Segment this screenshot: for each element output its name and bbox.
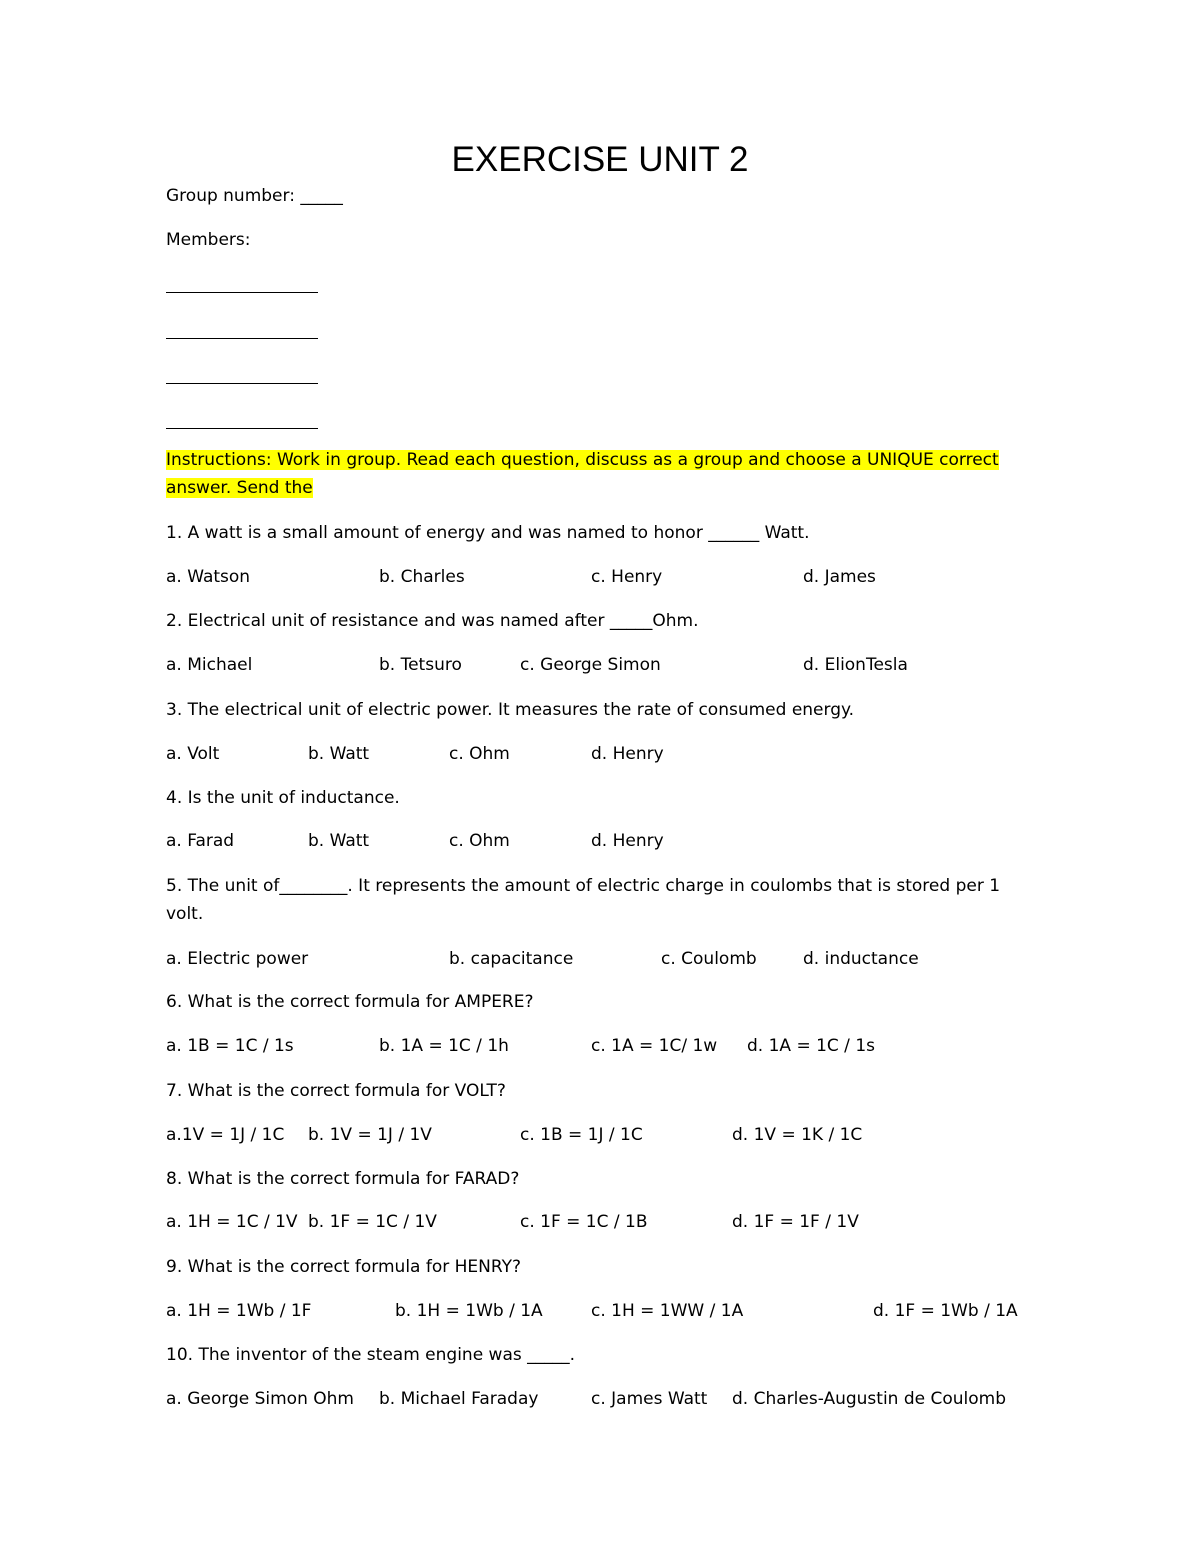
option-7b: b. 1V = 1J / 1V <box>308 1125 432 1145</box>
option-7c: c. 1B = 1J / 1C <box>520 1125 643 1145</box>
option-4b: b. Watt <box>308 831 370 851</box>
option-2b: b. Tetsuro <box>379 655 462 675</box>
question-9: 9. What is the correct formula for HENRY? <box>166 1257 522 1277</box>
option-6c: c. 1A = 1C/ 1w <box>591 1036 718 1056</box>
option-8d: d. 1F = 1F / 1V <box>732 1212 859 1232</box>
option-6a: a. 1B = 1C / 1s <box>166 1036 294 1056</box>
option-4d: d. Henry <box>591 831 664 851</box>
option-7a: a.1V = 1J / 1C <box>166 1125 285 1145</box>
option-9c: c. 1H = 1WW / 1A <box>591 1301 744 1321</box>
option-10a: a. George Simon Ohm <box>166 1389 354 1409</box>
question-3: 3. The electrical unit of electric power. It measures the rate of consumed energy. <box>166 700 855 720</box>
option-5a: a. Electric power <box>166 949 309 969</box>
option-3a: a. Volt <box>166 744 220 764</box>
option-4c: c. Ohm <box>449 831 510 851</box>
group-number-field: Group number: _____ <box>166 186 343 206</box>
question-6: 6. What is the correct formula for AMPERE? <box>166 992 534 1012</box>
option-3d: d. Henry <box>591 744 664 764</box>
member-line <box>166 338 318 339</box>
option-9d: d. 1F = 1Wb / 1A <box>873 1301 1018 1321</box>
page-title: EXERCISE UNIT 2 <box>451 140 749 179</box>
question-2: 2. Electrical unit of resistance and was named after _____Ohm. <box>166 611 699 631</box>
instructions-line-2: answer. Send the <box>166 478 313 498</box>
question-8: 8. What is the correct formula for FARAD? <box>166 1169 520 1189</box>
option-1d: d. James <box>803 567 876 587</box>
member-line <box>166 383 318 384</box>
instructions-line-1: Instructions: Work in group. Read each question, discuss as a group and choose a UNIQUE correct <box>166 450 999 470</box>
option-7d: d. 1V = 1K / 1C <box>732 1125 863 1145</box>
option-5d: d. inductance <box>803 949 919 969</box>
option-8b: b. 1F = 1C / 1V <box>308 1212 437 1232</box>
question-4: 4. Is the unit of inductance. <box>166 788 400 808</box>
option-5c: c. Coulomb <box>661 949 757 969</box>
option-8a: a. 1H = 1C / 1V <box>166 1212 298 1232</box>
instructions <box>166 446 1026 502</box>
option-10d: d. Charles-Augustin de Coulomb <box>732 1389 1007 1409</box>
option-9a: a. 1H = 1Wb / 1F <box>166 1301 312 1321</box>
option-1a: a. Watson <box>166 567 251 587</box>
option-4a: a. Farad <box>166 831 235 851</box>
option-5b: b. capacitance <box>449 949 574 969</box>
question-10: 10. The inventor of the steam engine was _____. <box>166 1345 576 1365</box>
option-9b: b. 1H = 1Wb / 1A <box>395 1301 543 1321</box>
question-5-continued: volt. <box>166 904 204 924</box>
option-6b: b. 1A = 1C / 1h <box>379 1036 509 1056</box>
option-10c: c. James Watt <box>591 1389 708 1409</box>
option-6d: d. 1A = 1C / 1s <box>747 1036 875 1056</box>
option-2a: a. Michael <box>166 655 253 675</box>
option-3c: c. Ohm <box>449 744 510 764</box>
members-label: Members: <box>166 230 251 250</box>
question-5: 5. The unit of________. It represents the amount of electric charge in coulombs that is stored per 1 <box>166 876 1001 896</box>
option-1c: c. Henry <box>591 567 663 587</box>
option-3b: b. Watt <box>308 744 370 764</box>
option-2c: c. George Simon <box>520 655 661 675</box>
option-8c: c. 1F = 1C / 1B <box>520 1212 648 1232</box>
question-7: 7. What is the correct formula for VOLT? <box>166 1081 506 1101</box>
question-1: 1. A watt is a small amount of energy and was named to honor ______ Watt. <box>166 523 810 543</box>
option-1b: b. Charles <box>379 567 465 587</box>
option-10b: b. Michael Faraday <box>379 1389 539 1409</box>
option-2d: d. ElionTesla <box>803 655 908 675</box>
member-line <box>166 292 318 293</box>
member-line <box>166 428 318 429</box>
